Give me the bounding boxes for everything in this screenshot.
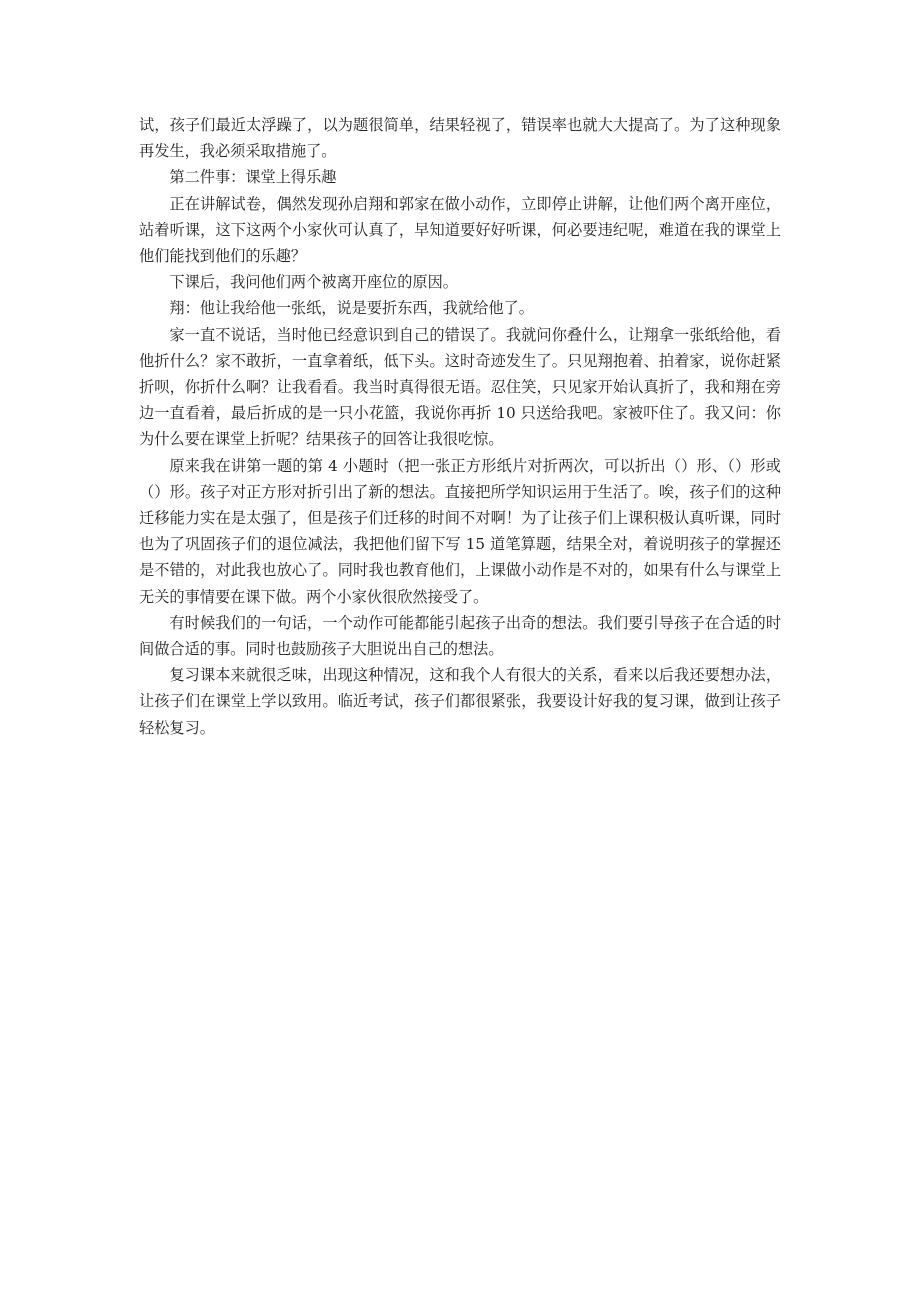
- paragraph: 家一直不说话，当时他已经意识到自己的错误了。我就问你叠什么，让翔拿一张纸给他，看他折什么？家不敢折，一直拿着纸，低下头。这时奇迹发生了。只见翔抱着、拍着家，说你赶紧折呗，你折什么啊？让我看看。我当时真得很无语。忍住笑，只见家开始认真折了，我和翔在旁边一直看着，最后折成的是一只小花篮，我说你再折 10 只送给我吧。家被吓住了。我又问：你为什么要在课堂上折呢？结果孩子的回答让我很吃惊。: [139, 325, 781, 449]
- paragraph: 翔：他让我给他一张纸，说是要折东西，我就给他了。: [169, 299, 534, 318]
- paragraph: 原来我在讲第一题的第 4 小题时（把一张正方形纸片对折两次，可以折出（）形、（）形或（）形。孩子对正方形对折引出了新的想法。直接把所学知识运用于生活了。唉，孩子们的这种迁移能力实在是太强了，但是孩子们迁移的时间不对啊！为了让孩子们上课积极认真听课，同时也为了巩固孩子们的退位减法，我把他们留下写 15 道笔算题，结果全对，着说明孩子的掌握还是不错的，对此我也放心了。同时我也教育他们，上课做小动作是不对的，如果有什么与课堂上无关的事情要在课下做。两个小家伙很欣然接受了。: [139, 456, 781, 606]
- paragraph: 复习课本来就很乏味，出现这种情况，这和我个人有很大的关系，看来以后我还要想办法，让孩子们在课堂上学以致用。临近考试，孩子们都很紧张，我要设计好我的复习课，做到让孩子轻松复习。: [139, 666, 781, 737]
- section-heading: 第二件事：课堂上得乐趣: [169, 168, 337, 187]
- paragraph-continuation: 试，孩子们最近太浮躁了，以为题很简单，结果轻视了，错误率也就大大提高了。为了这种现象再发生，我必须采取措施了。: [139, 116, 781, 161]
- paragraph: 下课后，我问他们两个被离开座位的原因。: [169, 273, 458, 292]
- paragraph: 有时候我们的一句话，一个动作可能都能引起孩子出奇的想法。我们要引导孩子在合适的时间做合适的事。同时也鼓励孩子大胆说出自己的想法。: [139, 613, 781, 659]
- document-body: [139, 112, 781, 741]
- paragraph: 正在讲解试卷，偶然发现孙启翔和郭家在做小动作，立即停止讲解，让他们两个离开座位，站着听课，这下这两个小家伙可认真了，早知道要好好听课，何必要违纪呢，难道在我的课堂上他们能找到他们的乐趣？: [139, 194, 781, 266]
